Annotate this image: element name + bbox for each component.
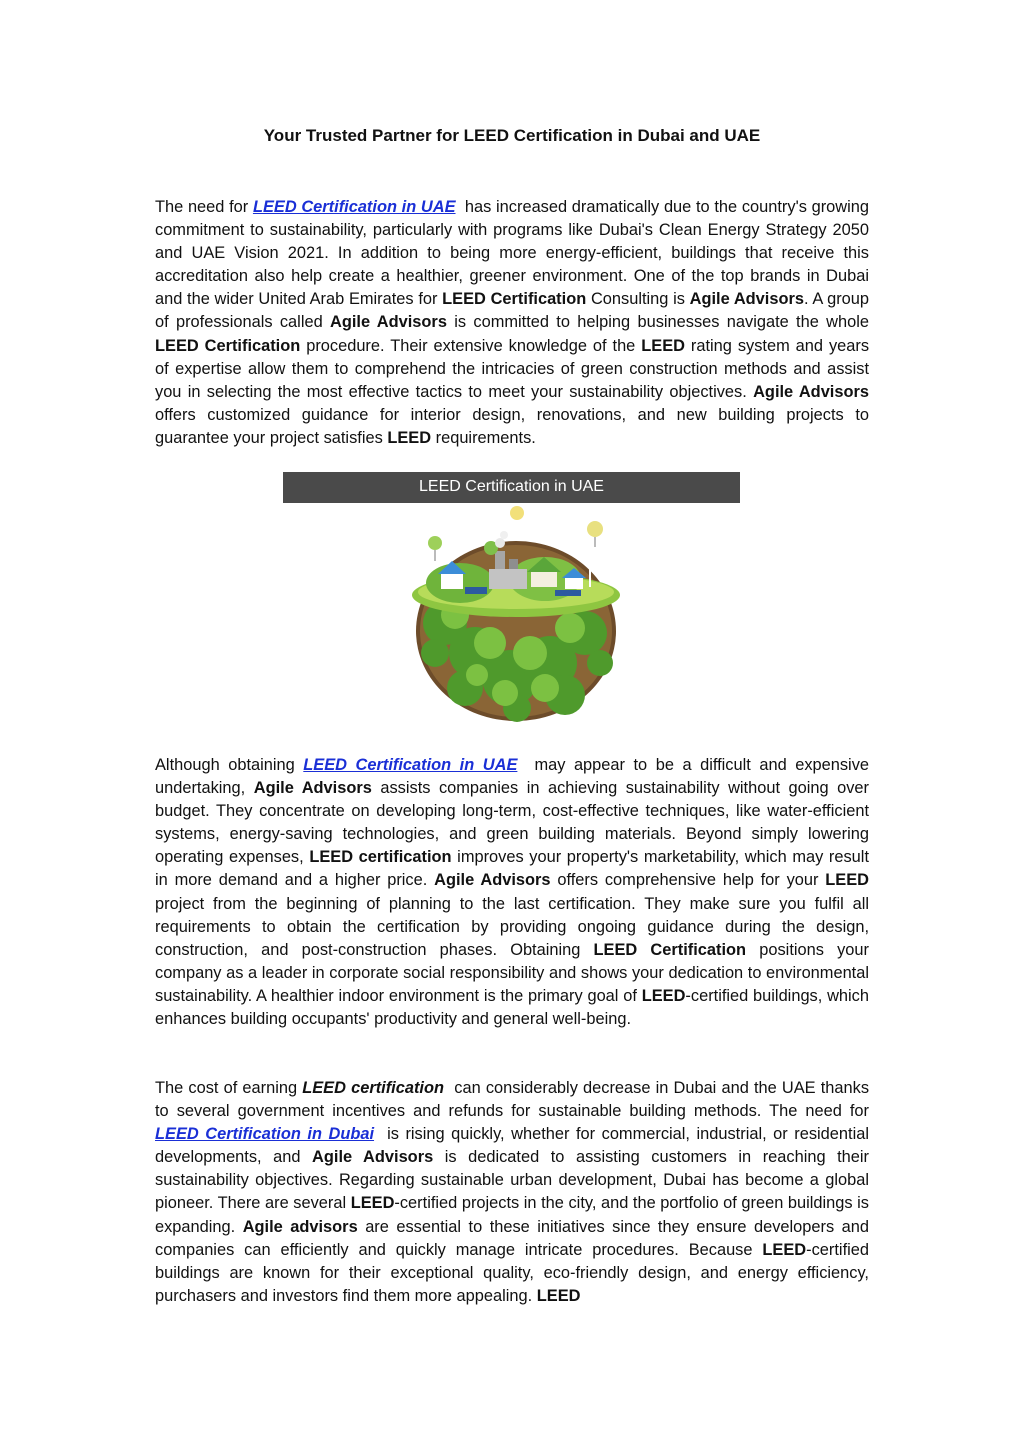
bold-term: LEED Certification xyxy=(593,940,747,959)
text-run: -certified projects in the city, and the portfolio of green buildings is expanding. xyxy=(155,1194,869,1236)
bold-term: Agile Advisors xyxy=(330,313,447,332)
text-run: rating system and years of expertise allow them to comprehend the intricacies of green construction methods and assist you in selecting the most effective tactics to meet your sustainability objectives. xyxy=(155,336,870,401)
text-run: . A group of professionals called xyxy=(155,290,869,332)
green-earth-icon xyxy=(405,503,627,725)
cost-paragraph xyxy=(155,754,869,1031)
bold-term: LEED xyxy=(536,1286,581,1305)
bold-term: Agile advisors xyxy=(242,1217,358,1236)
text-run: requirements. xyxy=(435,428,536,447)
text-run: has increased dramatically due to the country's growing commitment to sustainability, particularly with programs like Dubai's Clean Energy Strategy 2050 and UAE Vision 2021. In addition to being more energy-efficient, buildings that receive this accreditation also help create a healthier, greener environment. One of the top brands in Dubai and the wider United Arab Emirates for xyxy=(155,198,869,309)
text-run: offers comprehensive help for your xyxy=(557,871,819,890)
text-run: can considerably decrease in Dubai and the UAE thanks to several government incentives and refunds for sustainable building methods. The need for xyxy=(155,1079,870,1121)
text-run: Although obtaining xyxy=(155,756,295,774)
bold-term: LEED certification xyxy=(309,848,452,867)
bold-term: LEED xyxy=(762,1240,807,1259)
text-run: -certified buildings, which enhances building occupants' productivity and general well-being. xyxy=(155,986,869,1029)
incentives-paragraph xyxy=(155,1077,869,1308)
bold-italic-term: LEED certification xyxy=(302,1079,444,1097)
text-run: is dedicated to assisting customers in reaching their sustainability objectives. Regarding sustainable urban development, Dubai has become a global pioneer. There are several xyxy=(155,1148,869,1213)
text-run: are essential to these initiatives since they ensure developers and companies can efficiently and quickly manage intricate procedures. Because xyxy=(155,1217,870,1259)
intro-paragraph xyxy=(155,196,869,450)
bold-term: LEED xyxy=(641,986,686,1005)
text-run: Consulting is xyxy=(590,290,685,309)
bold-term: LEED Certification xyxy=(442,290,587,309)
text-run: is committed to helping businesses navigate the whole xyxy=(454,313,869,332)
text-run: offers customized guidance for interior design, renovations, and new building projects to guarantee your project satisfies xyxy=(155,405,869,447)
text-run: assists companies in achieving sustainability without going over budget. They concentrate on developing long-term, cost-effective techniques, like water-efficient systems, energy-saving technologies, and green building materials. Beyond simply lowering operating expenses, xyxy=(155,779,869,867)
bold-term: Agile Advisors xyxy=(312,1148,434,1167)
bold-term: LEED xyxy=(350,1194,395,1213)
image-caption-banner: LEED Certification in UAE xyxy=(283,472,740,503)
leed-uae-link[interactable]: LEED Certification in UAE xyxy=(252,198,456,216)
bold-term: Agile Advisors xyxy=(753,382,869,401)
text-run: may appear to be a difficult and expensive undertaking, xyxy=(155,756,870,798)
bold-term: LEED xyxy=(641,336,685,355)
text-run: The need for xyxy=(155,198,249,216)
green-earth-illustration xyxy=(405,503,627,725)
bold-term: Agile Advisors xyxy=(253,779,372,798)
bold-term: LEED Certification xyxy=(155,336,301,355)
bold-term: Agile Advisors xyxy=(689,290,804,309)
text-run: improves your property's marketability, which may result in more demand and a higher price. xyxy=(155,848,869,890)
leed-uae-link[interactable]: LEED Certification in UAE xyxy=(303,756,518,774)
text-run: -certified buildings are known for their exceptional quality, eco-friendly design, and energy efficiency, purchasers and investors find them more appealing. xyxy=(155,1240,869,1305)
page-title: Your Trusted Partner for LEED Certification in Dubai and UAE xyxy=(263,126,761,145)
text-run: positions your company as a leader in corporate social responsibility and shows your dedication to environmental sustainability. A healthier indoor environment is the primary goal of xyxy=(155,940,870,1005)
text-run: is rising quickly, whether for commercial, industrial, or residential developments, and xyxy=(155,1125,869,1167)
bold-term: Agile Advisors xyxy=(434,871,551,890)
text-run: The cost of earning xyxy=(155,1079,298,1097)
leed-dubai-link[interactable]: LEED Certification in Dubai xyxy=(155,1125,375,1144)
bold-term: LEED xyxy=(387,428,432,447)
text-run: project from the beginning of planning to the last certification. They make sure you fulfil all requirements to obtain the certification by providing ongoing guidance during the design, construction, and post-construction phases. Obtaining xyxy=(155,894,869,959)
bold-term: LEED xyxy=(825,871,869,890)
text-run: procedure. Their extensive knowledge of the xyxy=(306,336,636,355)
